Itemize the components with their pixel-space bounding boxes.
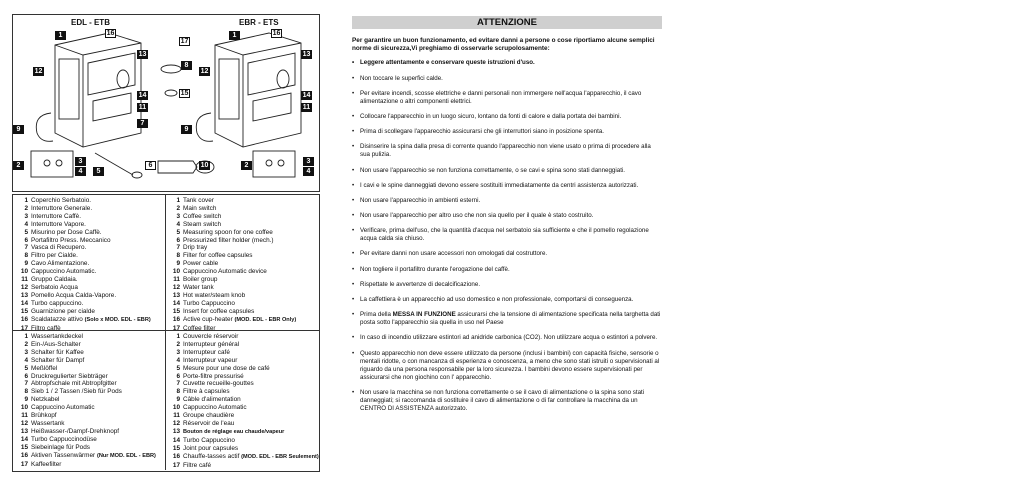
legend-text: Serbatoio Acqua [31, 283, 78, 291]
legend-number: 9 [176, 260, 180, 268]
legend-text: Interrupteur café [183, 348, 230, 356]
legend-row [17, 444, 156, 452]
safety-item: • Leggere attentamente e conservare queste istruzioni d'uso. [352, 59, 662, 67]
legend-number: 12 [20, 283, 28, 291]
legend-row [169, 373, 319, 381]
legend-text: Turbo cappuccino. [31, 299, 84, 307]
callout: 11 [302, 104, 311, 111]
callout: 2 [241, 161, 252, 170]
safety-item: • Collocare l'apparecchio in un luogo sicuro, lontano da fonti di calore e dalla portata dei bambini. [352, 113, 662, 121]
legend-number: 12 [20, 419, 28, 427]
legend-text: Chauffe-tasses actif [183, 452, 240, 460]
legend-row [17, 428, 156, 436]
legend-number: 6 [24, 236, 28, 244]
legend-number: 9 [24, 396, 28, 404]
safety-text: Prima della [360, 311, 393, 319]
legend-number: 5 [24, 364, 28, 372]
legend-text: Siebeinlage für Pods [31, 443, 90, 451]
legend-row [169, 284, 296, 292]
legend-row [17, 420, 156, 428]
legend-text: Hot water/steam knob [183, 291, 246, 299]
callout: 16 [272, 30, 281, 37]
legend-number: 4 [176, 220, 180, 228]
legend-text: Coffee switch [183, 212, 222, 220]
legend-row [17, 404, 156, 412]
callout: 9 [13, 125, 24, 134]
legend-number: 7 [176, 244, 180, 252]
legend-italian [17, 197, 151, 332]
safety-item: • In caso di incendio utilizzare estintori ad anidride carbonica (CO2). Non utilizzare acqua o estintori a polvere. [352, 334, 662, 342]
legend-number: 1 [24, 197, 28, 204]
legend-text: Filtro per Cialde. [31, 252, 78, 260]
legend-number: 12 [172, 419, 180, 427]
legend-row [169, 453, 319, 462]
legend-number: 11 [21, 412, 28, 420]
legend-row [169, 404, 319, 412]
legend-number: 8 [176, 388, 180, 396]
legend-text: Filter for coffee capsules [183, 252, 253, 260]
legend-text: Netzkabel [31, 396, 60, 404]
legend-number: 2 [24, 204, 28, 212]
legend-row [17, 213, 151, 221]
legend-number: 5 [176, 364, 180, 372]
legend-text: Druckregulierter Siebträger [31, 372, 108, 380]
legend-text: Pomello Acqua Calda-Vapore. [31, 291, 117, 299]
legend-text: Gruppo Caldaia. [31, 276, 78, 284]
legend-row [17, 461, 156, 469]
callout: 3 [75, 157, 86, 166]
legend-text: Drip tray [183, 244, 208, 252]
legend-number: 13 [172, 291, 180, 299]
legend-block-de-fr [13, 331, 319, 470]
legend-text: Misurino per Dose Caffè. [31, 228, 102, 236]
legend-number: 17 [20, 460, 28, 468]
safety-item: • La caffettiera è un apparecchio ad uso domestico e non professionale, comportarsi di conseguenza. [352, 296, 662, 304]
model-label-right: EBR - ETS [239, 18, 279, 27]
safety-item: • Per evitare incendi, scosse elettriche e danni personali non immergere nell'acqua l'apparecchio, il cavo alimentazione o altri componenti elettrici. [352, 90, 662, 106]
legend-text: Steam switch [183, 220, 222, 228]
legend-number: 15 [172, 444, 180, 452]
legend-text: Meßlöffel [31, 364, 58, 372]
legend-text: Interruttore Caffè. [31, 212, 81, 220]
legend-text: Coperchio Serbatoio. [31, 197, 92, 204]
legend-note: (MOD. EDL - EBR Only) [234, 316, 297, 323]
legend-text: Mesure pour une dose de café [183, 364, 270, 372]
legend-text: Guarnizione per cialde [31, 307, 95, 315]
legend-text: Tank cover [183, 197, 214, 204]
legend-number: 16 [20, 315, 28, 323]
callout: 14 [302, 92, 311, 99]
legend-number: 2 [176, 204, 180, 212]
legend-text: Groupe chaudière [183, 412, 235, 420]
legend-row [169, 357, 319, 365]
legend-text: Interrupteur vapeur [183, 356, 238, 364]
legend-number: 11 [21, 276, 28, 284]
legend-number: 8 [24, 252, 28, 260]
safety-item: • Non usare l'apparecchio per altro uso che non sia quello per il quale è stato costruito. [352, 212, 662, 220]
legend-number: 10 [20, 268, 28, 276]
legend-row [169, 365, 319, 373]
legend-row [169, 237, 296, 245]
legend-number: 7 [24, 380, 28, 388]
legend-text: Cappuccino Automatic [31, 404, 95, 412]
callout: 5 [93, 167, 104, 176]
legend-text: Kaffeefilter [31, 460, 62, 468]
legend-number: 4 [176, 356, 180, 364]
legend-text: Ein-/Aus-Schalter [31, 340, 81, 348]
callout: 8 [181, 61, 192, 70]
legend-text: Câble d'alimentation [183, 396, 241, 404]
legend-note: (MOD. EDL - EBR Seulement) [241, 453, 319, 460]
legend-number: 15 [172, 307, 180, 315]
legend-number: 13 [172, 427, 180, 435]
parts-legend [12, 194, 320, 472]
legend-english [169, 197, 296, 332]
legend-row [169, 197, 296, 205]
legend-number: 3 [176, 348, 180, 356]
callout: 15 [180, 90, 189, 97]
legend-text: Main switch [183, 204, 217, 212]
legend-number: 1 [176, 197, 180, 204]
safety-item: • Non usare l'apparecchio in ambienti esterni. [352, 197, 662, 205]
legend-text: Brühkopf [31, 412, 57, 420]
safety-item: • Disinserire la spina dalla presa di corrente quando l'apparecchio non viene usato o prima di procedere alla sua pulizia. [352, 143, 662, 159]
legend-text: Turbo Cappuccino [183, 299, 235, 307]
legend-row [169, 437, 319, 445]
legend-number: 17 [172, 461, 180, 469]
legend-number: 3 [176, 212, 180, 220]
callout: 7 [137, 119, 148, 128]
legend-text: Pressurized filter holder (mech.) [183, 236, 274, 244]
legend-text: Measuring spoon for one coffee [183, 228, 273, 236]
legend-row [169, 268, 296, 276]
legend-text: Cuvette recueille-gouttes [183, 380, 254, 388]
legend-number: 17 [20, 324, 28, 332]
legend-number: 14 [172, 299, 180, 307]
safety-text: assicurarsi che la tensione di alimentazione specificata nella targhetta dati posta sotto l'apparecchio sia quella in uso nel Paese [360, 311, 661, 327]
safety-item [352, 311, 662, 327]
safety-item: • Verificare, prima dell'uso, che la quantità d'acqua nel serbatoio sia sufficiente e che il pomello regolazione acqua calda sia chiuso. [352, 227, 662, 243]
legend-number: 6 [176, 236, 180, 244]
legend-number: 8 [176, 252, 180, 260]
legend-row [169, 333, 319, 341]
safety-list [352, 59, 662, 412]
legend-row [17, 365, 156, 373]
legend-number: 15 [20, 307, 28, 315]
safety-item: • Non usare la macchina se non funziona correttamente o se il cavo di alimentazione o la spina sono stati danneggiati; si raccomanda di sostituire il cavo di alimentazione o di far controllare la macchina da un CENTRO DI ASSISTENZA autorizzato. [352, 389, 662, 413]
model-label-left: EDL - ETB [71, 18, 110, 27]
legend-row [17, 436, 156, 444]
legend-row [169, 445, 319, 453]
legend-row [17, 333, 156, 341]
legend-text: Filtro caffè [31, 324, 61, 332]
legend-row [17, 221, 151, 229]
legend-number: 7 [176, 380, 180, 388]
legend-text: Wassertank [31, 419, 65, 427]
legend-number: 5 [24, 228, 28, 236]
legend-row [169, 244, 296, 252]
legend-text: Interruttore Vapore. [31, 220, 86, 228]
legend-row [17, 197, 151, 205]
legend-row [17, 380, 156, 388]
attention-intro: Per garantire un buon funzionamento, ed evitare danni a persone o cose riportiamo alcune semplici norme di sicurezza,Vi preghiamo di osservarle scrupolosamente: [352, 37, 655, 53]
legend-row [169, 428, 319, 437]
legend-text: Portafiltro Press. Meccanico [31, 236, 111, 244]
legend-text: Joint pour capsules [183, 444, 239, 452]
legend-text: Sieb 1 / 2 Tassen /Sieb für Pods [31, 388, 122, 396]
legend-text: Boiler group [183, 276, 218, 284]
legend-row [169, 292, 296, 300]
safety-item: • I cavi e le spine danneggiati devono essere sostituiti immediatamente da centri assistenza autorizzati. [352, 182, 662, 190]
legend-number: 14 [20, 299, 28, 307]
callout: 4 [75, 167, 86, 176]
legend-row [169, 380, 319, 388]
legend-text: Couvercle réservoir [183, 333, 239, 340]
legend-number: 13 [20, 291, 28, 299]
legend-number: 17 [172, 324, 180, 332]
callout: 9 [181, 125, 192, 134]
legend-number: 14 [172, 436, 180, 444]
legend-text: Turbo Cappuccinodüse [31, 435, 97, 443]
legend-number: 2 [176, 340, 180, 348]
legend-number: 3 [24, 212, 28, 220]
legend-note: (Solo x MOD. EDL - EBR) [84, 316, 151, 323]
legend-row [169, 276, 296, 284]
legend-row [169, 349, 319, 357]
legend-row [169, 420, 319, 428]
legend-row [17, 205, 151, 213]
machine-diagram [12, 14, 320, 192]
legend-row [169, 213, 296, 221]
legend-row [17, 260, 151, 268]
legend-number: 6 [24, 372, 28, 380]
legend-number: 8 [24, 388, 28, 396]
safety-item: • Non togliere il portafiltro durante l'erogazione del caffè. [352, 266, 662, 274]
legend-text: Abtropfschale mit Abtropfgitter [31, 380, 117, 388]
legend-number: 14 [20, 435, 28, 443]
legend-text: Turbo Cappuccino [183, 436, 235, 444]
legend-row [17, 452, 156, 461]
legend-text: Cappuccino Automatic device [183, 268, 267, 276]
legend-text: Active cup-heater [183, 315, 233, 323]
safety-item: • Non toccare le superfici calde. [352, 75, 662, 83]
legend-text: Interruttore Generale. [31, 204, 93, 212]
legend-number: 2 [24, 340, 28, 348]
legend-row [169, 308, 296, 316]
safety-item: • Rispettate le avvertenze di decalcificazione. [352, 281, 662, 289]
legend-number: 15 [20, 443, 28, 451]
machine-drawings [13, 15, 319, 191]
legend-row [17, 412, 156, 420]
safety-emphasis: MESSA IN FUNZIONE [392, 311, 456, 319]
legend-row [17, 284, 151, 292]
legend-row [17, 341, 156, 349]
callout: 13 [138, 51, 147, 58]
legend-row [17, 252, 151, 260]
legend-number: 11 [173, 412, 180, 420]
legend-row [169, 229, 296, 237]
legend-row [17, 244, 151, 252]
legend-row [17, 308, 151, 316]
legend-text: Heißwasser-/Dampf-Drehknopf [31, 427, 120, 435]
legend-block-it-en [13, 195, 319, 331]
legend-number: 4 [24, 220, 28, 228]
callout: 3 [303, 157, 314, 166]
legend-text: Cavo Alimentazione. [31, 260, 90, 268]
legend-text: Wassertankdeckel [31, 333, 83, 340]
callout: 14 [138, 92, 147, 99]
attention-panel [352, 16, 662, 420]
legend-row [17, 349, 156, 357]
legend-note: (Nur MOD. EDL - EBR) [96, 452, 156, 459]
legend-row [169, 388, 319, 396]
legend-row [17, 388, 156, 396]
legend-number: 11 [173, 276, 180, 284]
legend-text: Schalter für Kaffee [31, 348, 84, 356]
legend-text: Filtre à capsules [183, 388, 230, 396]
legend-row [17, 268, 151, 276]
legend-row [169, 462, 319, 470]
callout: 4 [303, 167, 314, 176]
legend-number: 9 [24, 260, 28, 268]
legend-german [17, 333, 156, 468]
callout: 16 [106, 30, 115, 37]
legend-text: Aktiven Tassenwärmer [31, 451, 96, 459]
legend-row [169, 205, 296, 213]
legend-text: Réservoir de l'eau [183, 419, 235, 427]
callout: 2 [13, 161, 24, 170]
legend-number: 12 [172, 283, 180, 291]
legend-number: 6 [176, 372, 180, 380]
legend-row [169, 221, 296, 229]
safety-item: • Non usare l'apparecchio se non funziona correttamente, o se cavi e spina sono stati danneggiati. [352, 167, 662, 175]
legend-number: 10 [172, 404, 180, 412]
legend-number: 1 [176, 333, 180, 340]
legend-text: Coffee filter [183, 324, 216, 332]
safety-item: • Questo apparecchio non deve essere utilizzato da persone (inclusi i bambini) con capacità fisiche, sensorie o mentali ridotte, o con mancanza di esperienza e conoscenza, a meno che sono stati istruiti o supervisionati al riguardo da una persona responsabile per la loro sicurezza. I bambini devono essere supervisionati per assicurarsi che non giochino con l' apparecchio. [352, 350, 662, 382]
legend-row [169, 341, 319, 349]
legend-row [17, 373, 156, 381]
legend-text: Power cable [183, 260, 219, 268]
legend-text: Filtre café [183, 461, 212, 469]
legend-text: Vasca di Recupero. [31, 244, 87, 252]
legend-row [169, 300, 296, 308]
legend-row [17, 396, 156, 404]
legend-row [17, 229, 151, 237]
legend-number: 10 [172, 268, 180, 276]
callout: 13 [302, 51, 311, 58]
legend-number: 7 [24, 244, 28, 252]
legend-row [169, 252, 296, 260]
legend-row [169, 412, 319, 420]
callout: 1 [229, 31, 240, 40]
legend-text: Schalter für Dampf [31, 356, 85, 364]
legend-number: 9 [176, 396, 180, 404]
legend-row [169, 396, 319, 404]
legend-text: Porte-filtre pressurisé [183, 372, 244, 380]
legend-row [17, 276, 151, 284]
legend-row [17, 357, 156, 365]
legend-row [17, 316, 151, 325]
legend-number: 16 [172, 452, 180, 460]
callout: 12 [200, 68, 209, 75]
callout: 17 [180, 38, 189, 45]
callout: 1 [55, 31, 66, 40]
callout: 10 [200, 162, 209, 169]
legend-number: 10 [20, 404, 28, 412]
legend-number: 3 [24, 348, 28, 356]
legend-number: 13 [20, 427, 28, 435]
legend-text: Interrupteur général [183, 340, 240, 348]
legend-french [169, 333, 319, 469]
legend-number: 4 [24, 356, 28, 364]
legend-number: 1 [24, 333, 28, 340]
legend-row [169, 316, 296, 325]
safety-item: • Prima di scollegare l'apparecchio assicurarsi che gli interruttori siano in posizione spenta. [352, 128, 662, 136]
safety-item: • Per evitare danni non usare accessori non omologati dal costruttore. [352, 250, 662, 258]
legend-number: 5 [176, 228, 180, 236]
legend-row [17, 300, 151, 308]
legend-text: Insert for coffee capsules [183, 307, 255, 315]
legend-text: Scaldatazze attivo [31, 315, 83, 323]
callout: 6 [145, 161, 156, 170]
callout: 11 [138, 104, 147, 111]
attention-title: ATTENZIONE [352, 16, 662, 29]
legend-note: Bouton de réglage eau chaude/vapeur [183, 428, 285, 435]
legend-number: 16 [172, 315, 180, 323]
legend-number: 16 [20, 451, 28, 459]
legend-row [17, 237, 151, 245]
legend-row [17, 292, 151, 300]
legend-text: Water tank [183, 283, 214, 291]
legend-text: Cappuccino Automatic [183, 404, 247, 412]
callout: 12 [34, 68, 43, 75]
legend-row [169, 260, 296, 268]
legend-text: Cappuccino Automatic. [31, 268, 97, 276]
